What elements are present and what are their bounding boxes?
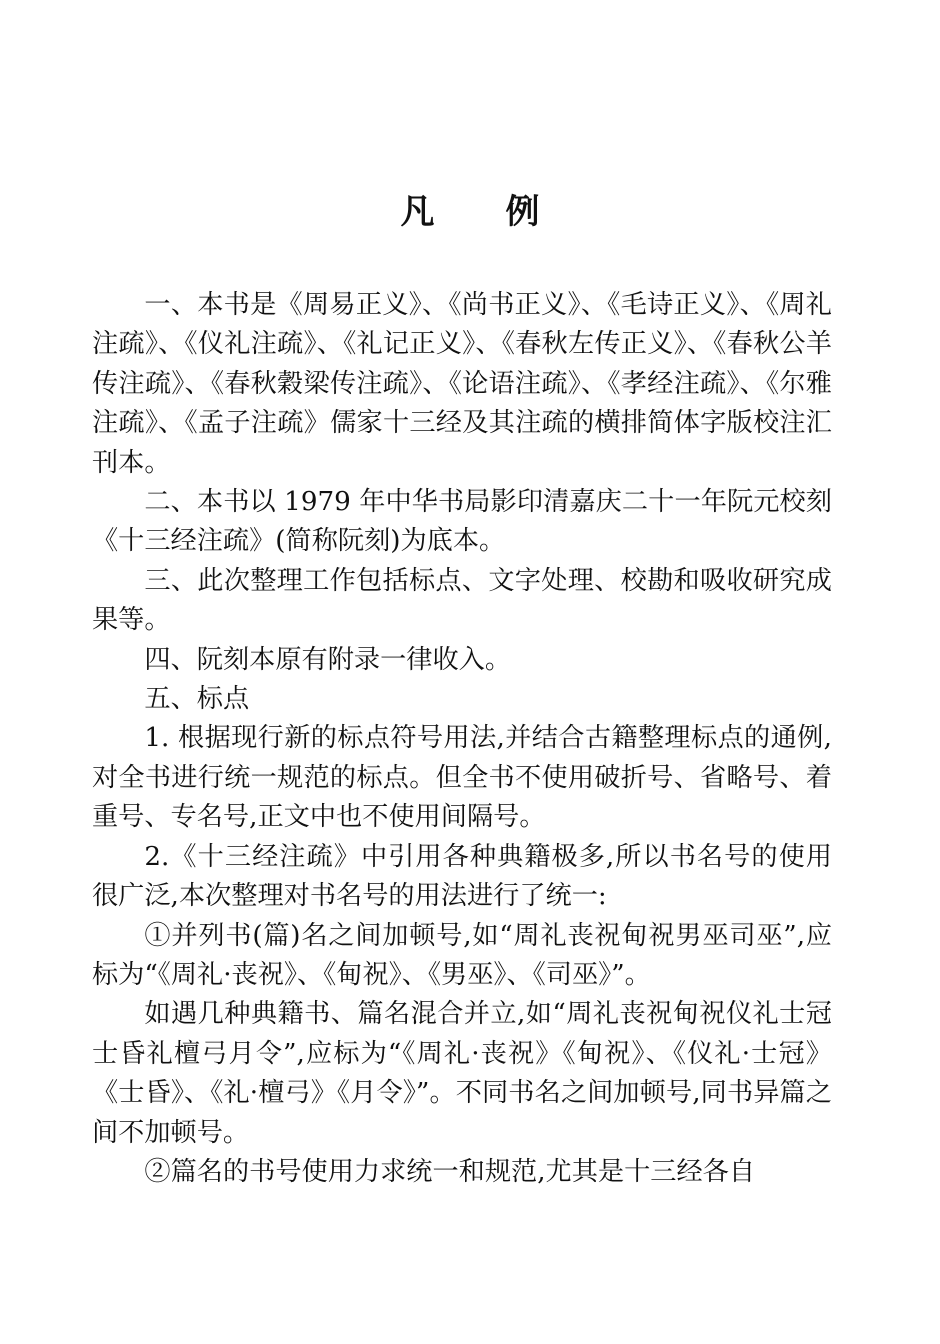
- paragraph-6: 1. 根据现行新的标点符号用法,并结合古籍整理标点的通例,对全书进行统一规范的标点。但全书不使用破折号、省略号、着重号、专名号,正文中也不使用间隔号。: [92, 723, 832, 833]
- paragraph-10: ②篇名的书号使用力求统一和规范,尤其是十三经各自: [144, 1156, 756, 1187]
- body-text: [92, 286, 832, 1192]
- paragraph-1: 一、本书是《周易正义》、《尚书正义》、《毛诗正义》、《周礼注疏》、《仪礼注疏》、《礼记正义》、《春秋左传正义》、《春秋公羊传注疏》、《春秋穀梁传注疏》、《论语注疏》、《孝经注疏》、《尔雅注疏》、《孟子注疏》儒家十三经及其注疏的横排简体字版校注汇刊本。: [92, 290, 832, 478]
- paragraph-4: 四、阮刻本原有附录一律收入。: [144, 644, 512, 675]
- paragraph-2: 二、本书以 1979 年中华书局影印清嘉庆二十一年阮元校刻《十三经注疏》(简称阮刻)为底本。: [92, 487, 832, 557]
- paragraph-5: 五、标点: [144, 684, 250, 715]
- paragraph-9: 如遇几种典籍书、篇名混合并立,如“周礼丧祝甸祝仪礼士冠士昏礼檀弓月令”,应标为“《周礼·丧祝》《甸祝》、《仪礼·士冠》《士昏》、《礼·檀弓》《月令》”。不同书名之间加顿号,同书异篇之间不加顿号。: [92, 999, 832, 1148]
- page-title: 凡 例: [400, 192, 540, 232]
- paragraph-3: 三、此次整理工作包括标点、文字处理、校勘和吸收研究成果等。: [92, 565, 832, 636]
- paragraph-8: ①并列书(篇)名之间加顿号,如“周礼丧祝甸祝男巫司巫”,应标为“《周礼·丧祝》、《甸祝》、《男巫》、《司巫》”。: [92, 920, 832, 990]
- paragraph-7: 2.《十三经注疏》中引用各种典籍极多,所以书名号的使用很广泛,本次整理对书名号的用法进行了统一:: [92, 841, 832, 912]
